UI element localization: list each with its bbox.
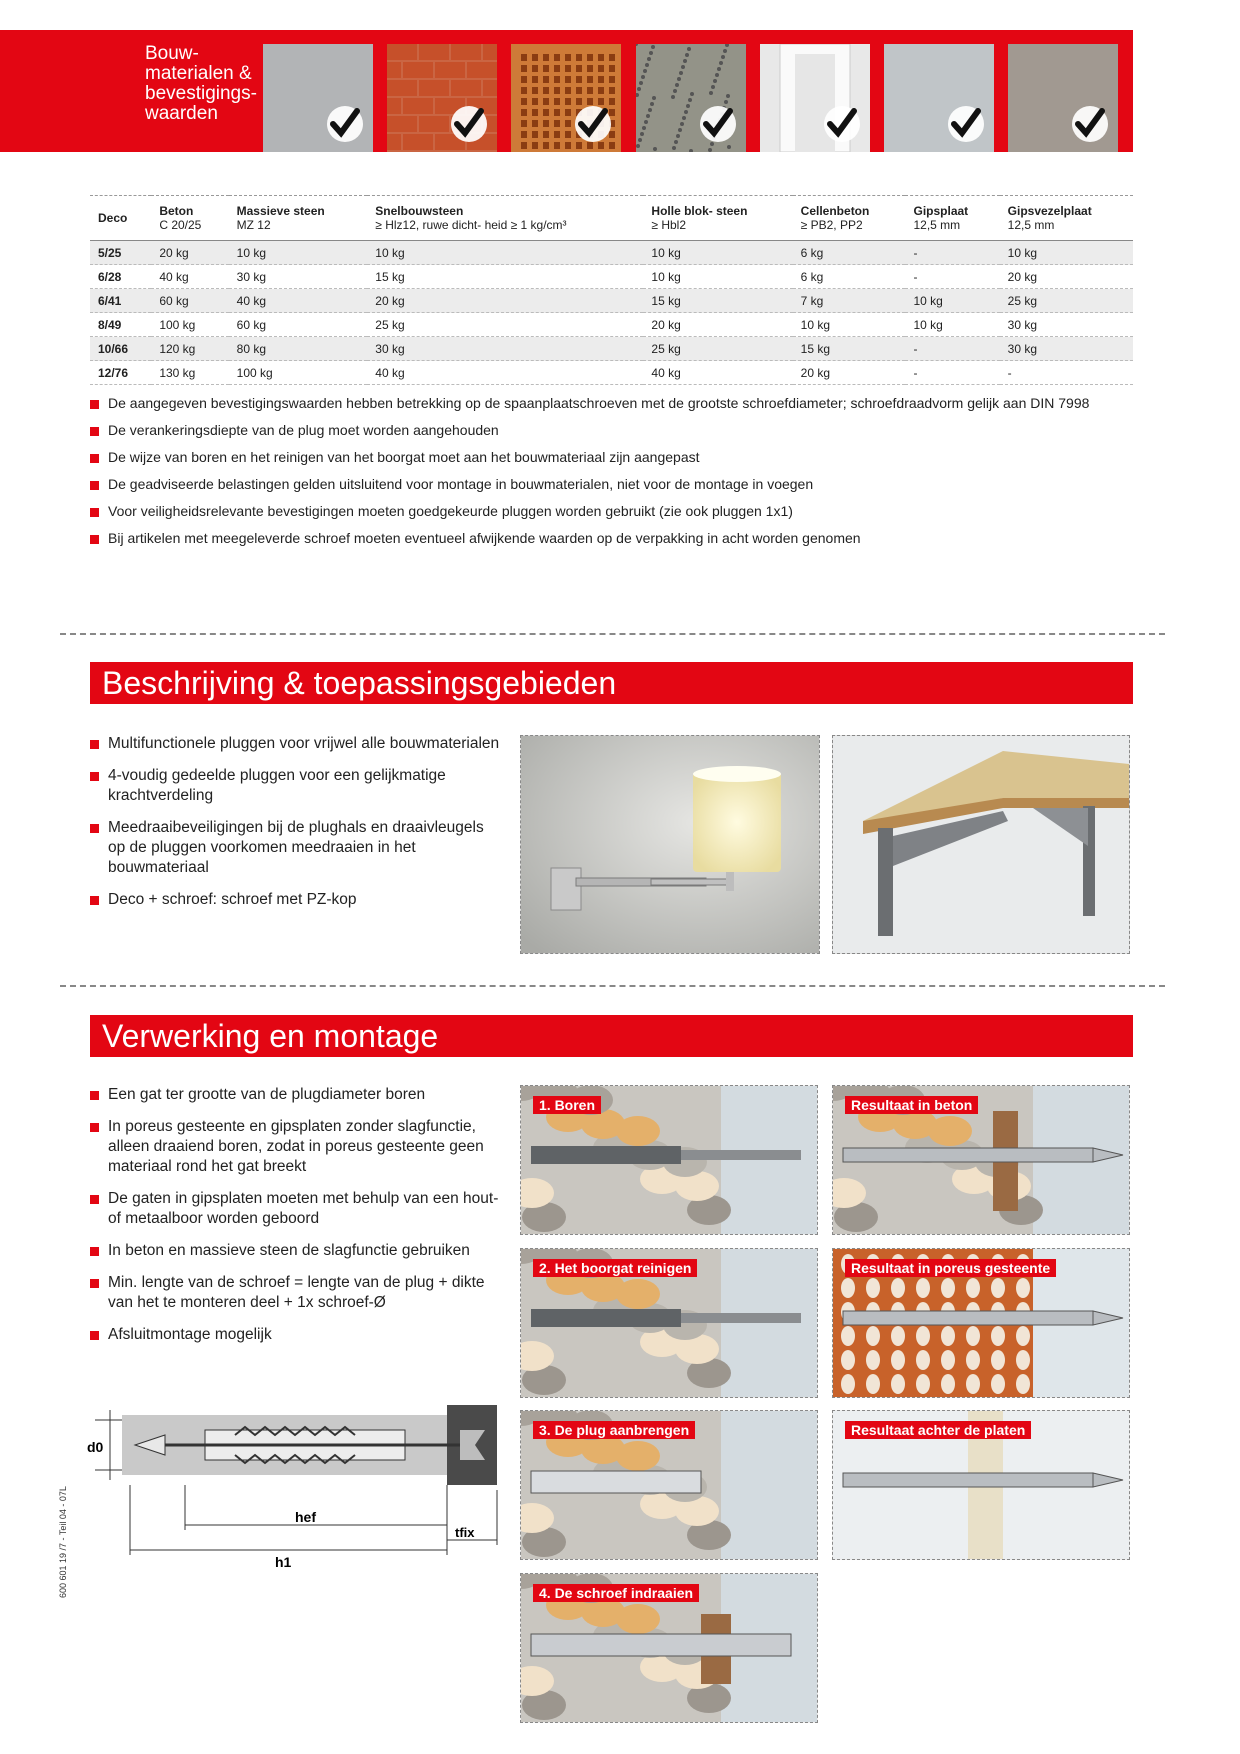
- table-cell: 80 kg: [229, 337, 368, 361]
- step-label: Resultaat achter de platen: [845, 1421, 1031, 1439]
- step-label: Resultaat in poreus gesteente: [845, 1259, 1056, 1277]
- table-cell: 10 kg: [643, 265, 792, 289]
- table-row: [90, 289, 1133, 313]
- lamp-photo: [520, 735, 820, 954]
- holle-blok-material-icon: [636, 44, 746, 152]
- table-row: [90, 241, 1133, 265]
- list-item: Deco + schroef: schroef met PZ-kop: [90, 890, 505, 910]
- table-cell: 60 kg: [229, 313, 368, 337]
- table-header-5: [793, 196, 906, 241]
- header-subtitle: 12,5 mm: [913, 218, 961, 232]
- table-cell: 100 kg: [151, 313, 228, 337]
- table-cell: 40 kg: [643, 361, 792, 385]
- load-table: [90, 195, 1133, 385]
- cellenbeton-material-icon: [760, 44, 870, 152]
- table-cell: 6/28: [90, 265, 151, 289]
- step-label: 1. Boren: [533, 1096, 601, 1114]
- table-row: [90, 313, 1133, 337]
- table-cell: 100 kg: [229, 361, 368, 385]
- table-cell: 30 kg: [1000, 313, 1133, 337]
- banner-title: Bouw- materialen & bevestigings- waarden: [145, 43, 257, 124]
- table-cell: 40 kg: [229, 289, 368, 313]
- table-header-row: [90, 196, 1133, 241]
- gipsvezelplaat-material-icon: [1008, 44, 1118, 152]
- processing-list: [90, 1085, 505, 1357]
- list-item: De verankeringsdiepte van de plug moet worden aangehouden: [90, 422, 1130, 449]
- footer-code: 600 601 19 /7 - Teil 04 - 07L: [58, 1486, 68, 1598]
- table-cell: 10 kg: [229, 241, 368, 265]
- table-header-6: [905, 196, 999, 241]
- header-title: Beton: [159, 204, 194, 218]
- table-row: [90, 337, 1133, 361]
- description-list: [90, 734, 505, 922]
- table-cell: 10 kg: [905, 289, 999, 313]
- h1-label: h1: [275, 1554, 292, 1570]
- table-row: [90, 265, 1133, 289]
- header-subtitle: ≥ PB2, PP2: [800, 218, 863, 232]
- table-cell: 25 kg: [643, 337, 792, 361]
- table-cell: 20 kg: [151, 241, 228, 265]
- header-title: Snelbouwsteen: [375, 204, 464, 218]
- step-panel: [832, 1248, 1130, 1398]
- list-item: Voor veiligheidsrelevante bevestigingen moeten goedgekeurde pluggen worden gebruikt (zie ook pluggen 1x1): [90, 503, 1130, 530]
- table-header-7: [1000, 196, 1133, 241]
- table-cell: 8/49: [90, 313, 151, 337]
- step-panel: [520, 1573, 818, 1723]
- table-cell: 10 kg: [793, 313, 906, 337]
- table-body: [90, 241, 1133, 385]
- notes-list: [90, 395, 1130, 557]
- table-cell: 6 kg: [793, 265, 906, 289]
- step-panel: [520, 1085, 818, 1235]
- table-cell: -: [905, 265, 999, 289]
- table-header-1: [151, 196, 228, 241]
- table-cell: 6/41: [90, 289, 151, 313]
- d0-label: d0: [87, 1439, 104, 1455]
- gipsplaat-material-icon: [884, 44, 994, 152]
- list-item: Bij artikelen met meegeleverde schroef moeten eventueel afwijkende waarden op de verpakking in acht worden genomen: [90, 530, 1130, 557]
- list-item: 4-voudig gedeelde pluggen voor een gelijkmatige krachtverdeling: [90, 766, 505, 806]
- table-cell: 10 kg: [643, 241, 792, 265]
- table-cell: 25 kg: [1000, 289, 1133, 313]
- header-title: Gipsplaat: [913, 204, 969, 218]
- step-label: 3. De plug aanbrengen: [533, 1421, 695, 1439]
- table-cell: 12/76: [90, 361, 151, 385]
- table-cell: 130 kg: [151, 361, 228, 385]
- table-cell: -: [905, 337, 999, 361]
- list-item: Een gat ter grootte van de plugdiameter boren: [90, 1085, 505, 1105]
- dowel-dimension-diagram: [85, 1405, 505, 1575]
- table-cell: 10 kg: [905, 313, 999, 337]
- header-subtitle: ≥ Hlz12, ruwe dicht- heid ≥ 1 kg/cm³: [375, 218, 567, 232]
- table-cell: 30 kg: [367, 337, 643, 361]
- table-header-3: [367, 196, 643, 241]
- step-label: 2. Het boorgat reinigen: [533, 1259, 697, 1277]
- step-panel: [832, 1410, 1130, 1560]
- list-item: De geadviseerde belastingen gelden uitsluitend voor montage in bouwmaterialen, niet voor de montage in voegen: [90, 476, 1130, 503]
- table-cell: 30 kg: [229, 265, 368, 289]
- table-header-0: [90, 196, 151, 241]
- snelbouwsteen-material-icon: [511, 44, 621, 152]
- header-title: Holle blok- steen: [651, 204, 748, 218]
- list-item: In beton en massieve steen de slagfunctie gebruiken: [90, 1241, 505, 1261]
- table-cell: -: [905, 241, 999, 265]
- shelf-photo: [832, 735, 1130, 954]
- list-item: Multifunctionele pluggen voor vrijwel alle bouwmaterialen: [90, 734, 505, 754]
- table-cell: 7 kg: [793, 289, 906, 313]
- divider: [60, 633, 1165, 635]
- table-cell: 40 kg: [151, 265, 228, 289]
- table-cell: 10/66: [90, 337, 151, 361]
- table-cell: 60 kg: [151, 289, 228, 313]
- table-cell: -: [1000, 361, 1133, 385]
- table-cell: 15 kg: [793, 337, 906, 361]
- table-header-4: [643, 196, 792, 241]
- list-item: De gaten in gipsplaten moeten met behulp van een hout- of metaalboor worden geboord: [90, 1189, 505, 1229]
- section-title-verwerking: Verwerking en montage: [90, 1015, 1133, 1057]
- table-cell: 20 kg: [1000, 265, 1133, 289]
- list-item: In poreus gesteente en gipsplaten zonder slagfunctie, alleen draaiend boren, zodat in poreus gesteente geen materiaal rond het gat breekt: [90, 1117, 505, 1177]
- list-item: Min. lengte van de schroef = lengte van de plug + dikte van het te monteren deel + 1x schroef-Ø: [90, 1273, 505, 1313]
- table-row: [90, 361, 1133, 385]
- table-cell: 25 kg: [367, 313, 643, 337]
- header-title: Gipsvezelplaat: [1007, 204, 1092, 218]
- table-header-2: [229, 196, 368, 241]
- step-label: 4. De schroef indraaien: [533, 1584, 699, 1602]
- header-subtitle: C 20/25: [159, 218, 202, 232]
- list-item: Afsluitmontage mogelijk: [90, 1325, 505, 1345]
- table-cell: 30 kg: [1000, 337, 1133, 361]
- step-panel: [832, 1085, 1130, 1235]
- header-title: Deco: [98, 211, 128, 225]
- header-subtitle: 12,5 mm: [1007, 218, 1055, 232]
- divider: [60, 985, 1165, 987]
- massieve-steen-material-icon: [387, 44, 497, 152]
- list-item: De aangegeven bevestigingswaarden hebben betrekking op de spaanplaatschroeven met de grootste schroefdiameter; schroefdraadvorm gelijk aan DIN 7998: [90, 395, 1130, 422]
- header-subtitle: ≥ Hbl2: [651, 218, 687, 232]
- step-panel: [520, 1410, 818, 1560]
- step-label: Resultaat in beton: [845, 1096, 978, 1114]
- table-cell: 5/25: [90, 241, 151, 265]
- step-panel: [520, 1248, 818, 1398]
- list-item: Meedraaibeveiligingen bij de plughals en draaivleugels op de pluggen voorkomen meedraaien in het bouwmateriaal: [90, 818, 505, 878]
- table-cell: 20 kg: [367, 289, 643, 313]
- hef-label: hef: [295, 1509, 316, 1525]
- tfix-label: tfix: [455, 1525, 475, 1540]
- table-cell: 15 kg: [643, 289, 792, 313]
- section-title-beschrijving: Beschrijving & toepassingsgebieden: [90, 662, 1133, 704]
- list-item: De wijze van boren en het reinigen van het boorgat moet aan het bouwmateriaal zijn aangepast: [90, 449, 1130, 476]
- table-cell: 40 kg: [367, 361, 643, 385]
- beton-material-icon: [263, 44, 373, 152]
- table-cell: 6 kg: [793, 241, 906, 265]
- header-title: Cellenbeton: [800, 204, 870, 218]
- table-cell: 20 kg: [793, 361, 906, 385]
- table-cell: 120 kg: [151, 337, 228, 361]
- header-subtitle: MZ 12: [236, 218, 271, 232]
- table-cell: 15 kg: [367, 265, 643, 289]
- table-cell: 10 kg: [1000, 241, 1133, 265]
- table-cell: -: [905, 361, 999, 385]
- table-cell: 20 kg: [643, 313, 792, 337]
- header-title: Massieve steen: [236, 204, 325, 218]
- table-cell: 10 kg: [367, 241, 643, 265]
